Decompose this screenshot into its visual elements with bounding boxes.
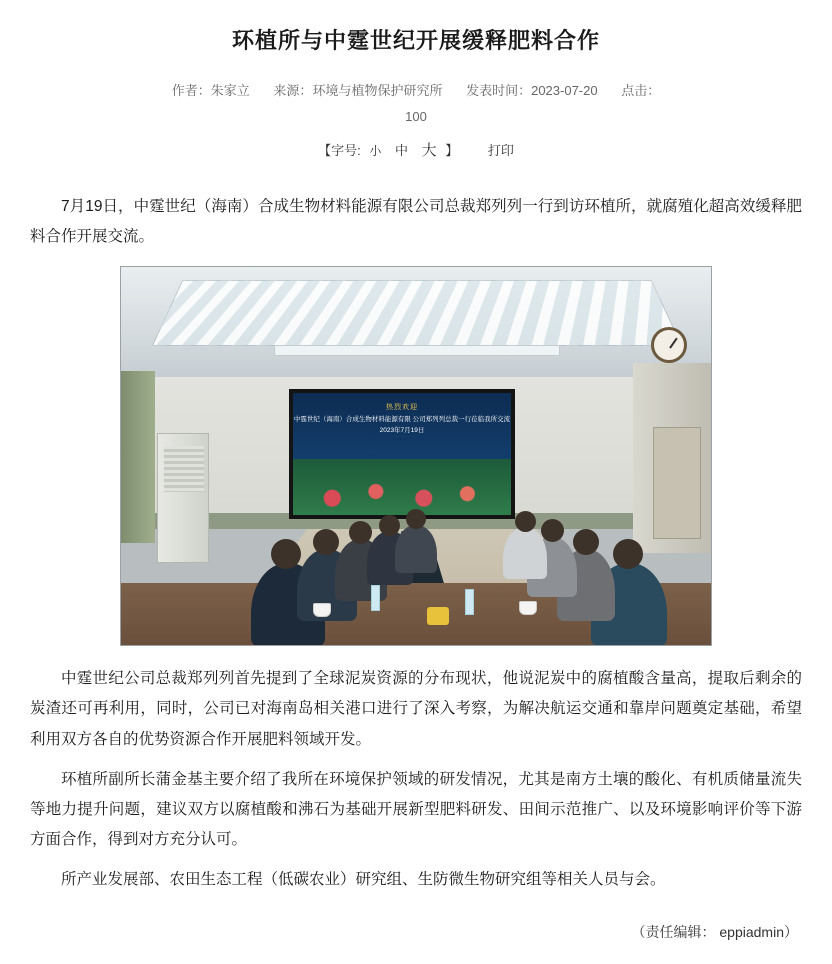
responsible-editor: （责任编辑： eppiadmin） [631, 923, 798, 940]
print-button[interactable]: 打印 [487, 142, 514, 158]
meeting-photo [120, 266, 712, 646]
meta-hits-label: 点击： [621, 82, 661, 98]
meta-source-value: 环境与植物保护研究所 [312, 82, 443, 98]
meta-source-label: 来源： [273, 82, 313, 98]
meta-source [273, 83, 442, 98]
photo-ceiling [121, 267, 711, 385]
water-bottle-2 [465, 589, 474, 615]
meta-author-label: 作者： [171, 82, 211, 98]
meta-hits-value: 100 [405, 108, 427, 124]
photo-air-conditioner [157, 433, 209, 563]
fontsize-large-button[interactable]: 大 [421, 141, 437, 159]
water-bottle-1 [371, 585, 380, 611]
wall-clock-icon [651, 327, 687, 363]
article-figure [30, 266, 802, 646]
attendee-right-3-head [541, 519, 564, 542]
presentation-screen [289, 389, 515, 519]
paragraph-1: 7月19日，中霆世纪（海南）合成生物材料能源有限公司总裁郑列列一行到访环植所，就腐殖化超高效缓释肥料合作开展交流。 [30, 197, 802, 245]
meta-publish-value: 2023-07-20 [531, 82, 598, 98]
fontsize-closing-bracket: 】 [445, 142, 459, 158]
attendee-right-4 [503, 527, 547, 579]
attendee-left-3-head [349, 521, 372, 544]
article-meta [12, 78, 820, 104]
paragraph-2: 中霆世纪公司总裁郑列列首先提到了全球泥炭资源的分布现状，他说泥炭中的腐植酸含量高，提取后剩余的炭渣还可再利用，同时，公司已对海南岛相关港口进行了深入考察，为解决航运交通和靠岸问题奠定基础，希望利用双方各自的优势资源合作开展肥料领域开发。 [30, 670, 802, 748]
screen-welcome-title: 热烈欢迎 [386, 404, 418, 412]
attendee-right-1-head [613, 539, 643, 569]
attendee-left-4-head [379, 515, 400, 536]
attendee-right-2-head [573, 529, 599, 555]
attendee-left-2-head [313, 529, 339, 555]
teacup-right [519, 601, 537, 615]
meta-author-value: 朱家立 [210, 82, 250, 98]
meta-publish [466, 83, 598, 98]
paragraph-3: 环植所副所长蒲金基主要介绍了我所在环境保护领域的研发情况，尤其是南方土壤的酸化、有机质储量流失等地力提升问题，建议双方以腐植酸和沸石为基础开展新型肥料研发、田间示范推广、以及环境影响评价等下游方面合作，得到对方充分认可。 [30, 770, 802, 849]
article-body [12, 192, 820, 896]
photo-right-cabinet [653, 427, 701, 539]
fontsize-medium-button[interactable]: 中 [394, 142, 408, 158]
meta-publish-label: 发表时间： [466, 82, 532, 98]
attendee-left-5-head [406, 509, 426, 529]
meta-hits [621, 83, 660, 98]
paragraph-4: 所产业发展部、农田生态工程（低碳农业）研究组、生防微生物研究组等相关人员与会。 [61, 871, 666, 889]
fontsize-label: 【字号: [318, 142, 361, 158]
photo-left-column [121, 371, 155, 543]
attendee-right-4-head [515, 511, 536, 532]
attendee-left-5 [395, 525, 437, 573]
fontsize-small-button[interactable]: 小 [369, 143, 382, 158]
page-title: 环植所与中霆世纪开展缓释肥料合作 [231, 28, 600, 53]
screen-welcome-lines: 中霆世纪（海南）合成生物材料能源有限 公司郑列列总裁一行莅临我所交流 2023年7月19日 [293, 416, 511, 434]
fontsize-toolbar [12, 136, 820, 166]
screen-flower-graphic [293, 459, 511, 515]
attendee-left-1-head [271, 539, 301, 569]
teacup-left [313, 603, 331, 617]
meta-author [172, 83, 250, 98]
snack-bag [427, 607, 449, 625]
